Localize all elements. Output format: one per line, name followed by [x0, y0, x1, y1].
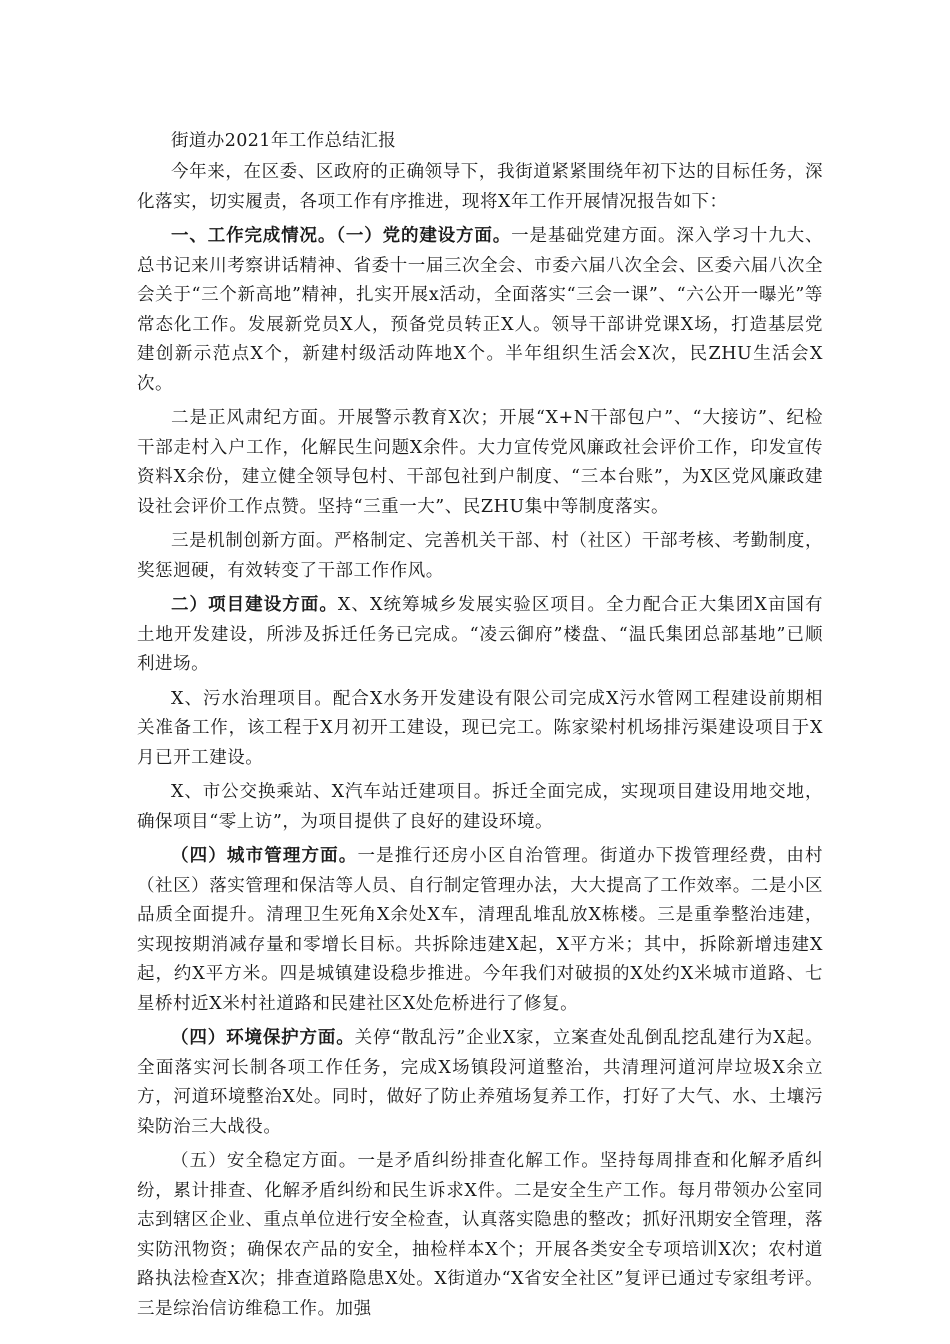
- paragraph-text: 一是基础党建方面。深入学习十九大、总书记来川考察讲话精神、省委十一届三次全会、市委六届八次全会、区委六届八次全会关于“三个新高地”精神，扎实开展x活动，全面落实“三会一课”、“六公开一曝光”等常态化工作。发展新党员X人，预备党员转正X人。领导干部讲党课X场，打造基层党建创新示范点X个，新建村级活动阵地X个。半年组织生活会X次，民ZHU生活会X次。: [137, 226, 823, 394]
- document-body: [137, 128, 823, 1329]
- paragraph-environment: [137, 1024, 823, 1142]
- paragraph-heading: 二）项目建设方面。: [171, 595, 338, 615]
- paragraph-text: 一是推行还房小区自治管理。街道办下拨管理经费，由村（社区）落实管理和保洁等人员、自行制定管理办法，大大提高了工作效率。二是小区品质全面提升。清理卫生死角X余处X车，清理乱堆乱放X栋楼。三是重拳整治违建，实现按期消减存量和零增长目标。共拆除违建X起，X平方米；其中，拆除新增违建X起，约X平方米。四是城镇建设稳步推进。今年我们对破损的X处约X米城市道路、七星桥村近X米村社道路和民建社区X处危桥进行了修复。: [137, 846, 824, 1014]
- paragraph-discipline: [137, 404, 823, 522]
- paragraph-text: 三是机制创新方面。严格制定、完善机关干部、村（社区）干部考核、考勤制度，奖惩迥硬，有效转变了干部工作作风。: [137, 531, 823, 581]
- paragraph-text: 今年来，在区委、区政府的正确领导下，我街道紧紧围绕年初下达的目标任务，深化落实，切实履责，各项工作有序推进，现将X年工作开展情况报告如下：: [137, 162, 823, 212]
- paragraph-text: X、市公交换乘站、X汽车站迁建项目。拆迁全面完成，实现项目建设用地交地，确保项目“零上访”，为项目提供了良好的建设环境。: [137, 782, 823, 832]
- paragraph-text: 二是正风肃纪方面。开展警示教育X次；开展“X+N干部包户”、“大接访”、纪检干部走村入户工作，化解民生问题X余件。大力宣传党风廉政社会评价工作，印发宣传资料X余份，建立健全领导包村、干部包社到户制度、“三本台账”，为X区党风廉政建设社会评价工作点赞。坚持“三重一大”、民ZHU集中等制度落实。: [137, 408, 823, 517]
- paragraph-party-building: [137, 222, 823, 399]
- paragraph-projects: [137, 591, 823, 680]
- paragraph-text: X、污水治理项目。配合X水务开发建设有限公司完成X污水管网工程建设前期相关准备工作，该工程于X月初开工建设，现已完工。陈家梁村机场排污渠建设项目于X月已开工建设。: [137, 688, 823, 768]
- paragraph-heading: （四）城市管理方面。: [171, 846, 358, 866]
- paragraph-safety: [137, 1147, 823, 1324]
- paragraph-mechanism: [137, 527, 823, 586]
- paragraph-transit: [137, 778, 823, 837]
- paragraph-text: （五）安全稳定方面。一是矛盾纠纷排查化解工作。坚持每周排查和化解矛盾纠纷，累计排查、化解矛盾纠纷和民生诉求X件。二是安全生产工作。每月带领办公室同志到辖区企业、重点单位进行安全检查，认真落实隐患的整改；抓好汛期安全管理，落实防汛物资；确保农产品的安全，抽检样本X个；开展各类安全专项培训X次；农村道路执法检查X次；排查道路隐患X处。X街道办“X省安全社区”复评已通过专家组考评。三是综治信访维稳工作。加强: [137, 1151, 823, 1319]
- paragraph-heading: 一、工作完成情况。（一）党的建设方面。: [171, 226, 512, 246]
- document-title: 街道办2021年工作总结汇报: [171, 131, 397, 151]
- paragraph-intro: [137, 158, 823, 217]
- paragraph-heading: （四）环境保护方面。: [171, 1028, 355, 1048]
- paragraph-text: X、X统筹城乡发展实验区项目。全力配合正大集团X亩国有土地开发建设，所涉及拆迁任务已完成。“凌云御府”楼盘、“温氏集团总部基地”已顺利进场。: [137, 595, 823, 674]
- paragraph-city-management: [137, 842, 823, 1019]
- paragraph-sewage: [137, 685, 823, 774]
- paragraph-text: 关停“散乱污”企业X家，立案查处乱倒乱挖乱建行为X起。全面落实河长制各项工作任务，完成X场镇段河道整治，共清理河道河岸垃圾X余立方，河道环境整治X处。同时，做好了防止养殖场复养工作，打好了大气、水、土壤污染防治三大战役。: [137, 1028, 823, 1137]
